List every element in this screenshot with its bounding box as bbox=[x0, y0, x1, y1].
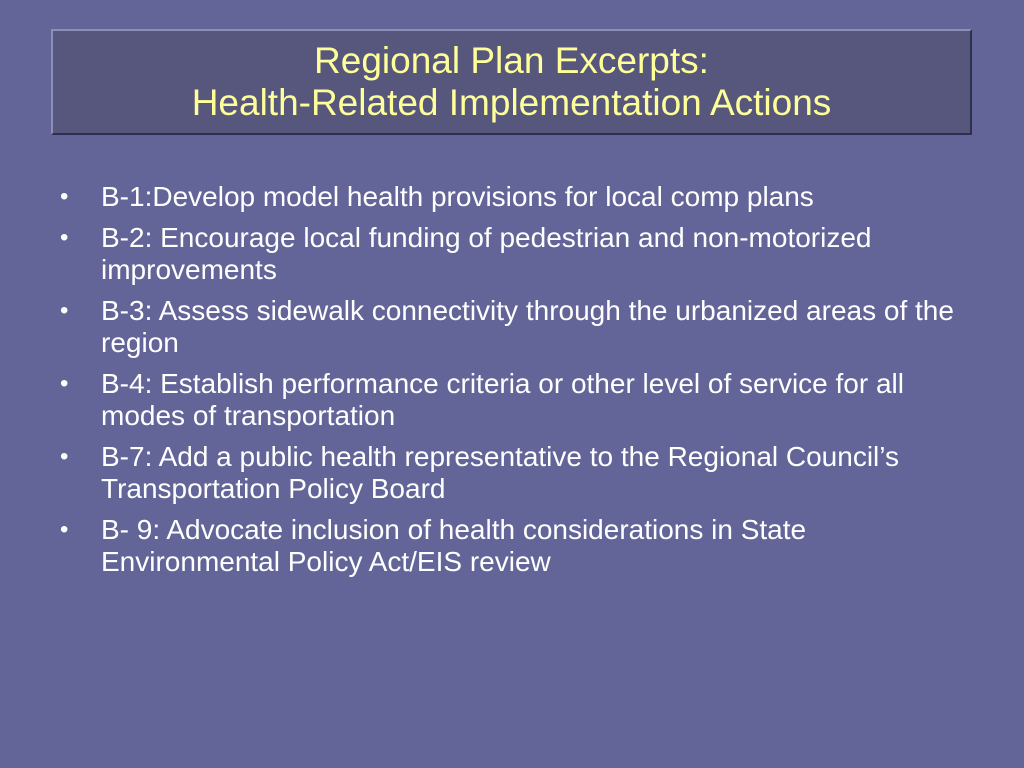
bullet-item-b3 bbox=[60, 295, 970, 359]
bullet-item-b7 bbox=[60, 441, 970, 505]
bullet-text: B-1:Develop model health provisions for local comp plans bbox=[101, 181, 814, 212]
bullet-text: B-2: Encourage local funding of pedestrian and non-motorized improvements bbox=[101, 222, 872, 285]
bullet-marker-icon: • bbox=[60, 297, 69, 324]
bullet-list bbox=[60, 181, 970, 587]
bullet-marker-icon: • bbox=[60, 183, 69, 210]
slide-title-line-1: Regional Plan Excerpts: bbox=[314, 40, 709, 81]
bullet-text: B-7: Add a public health representative to the Regional Council’s Transportation Policy Board bbox=[101, 441, 899, 504]
bullet-item-b2 bbox=[60, 222, 970, 286]
bullet-marker-icon: • bbox=[60, 443, 69, 470]
bullet-marker-icon: • bbox=[60, 370, 69, 397]
bullet-item-b9 bbox=[60, 514, 970, 578]
bullet-item-b1 bbox=[60, 181, 970, 213]
title-box bbox=[51, 29, 972, 135]
bullet-marker-icon: • bbox=[60, 516, 69, 543]
bullet-text: B-4: Establish performance criteria or other level of service for all modes of transportation bbox=[101, 368, 904, 431]
bullet-text: B- 9: Advocate inclusion of health considerations in State Environmental Policy Act/EIS review bbox=[101, 514, 807, 577]
bullet-text: B-3: Assess sidewalk connectivity through the urbanized areas of the region bbox=[101, 295, 954, 358]
bullet-item-b4 bbox=[60, 368, 970, 432]
slide-title-line-2: Health-Related Implementation Actions bbox=[191, 82, 832, 123]
bullet-marker-icon: • bbox=[60, 224, 69, 251]
